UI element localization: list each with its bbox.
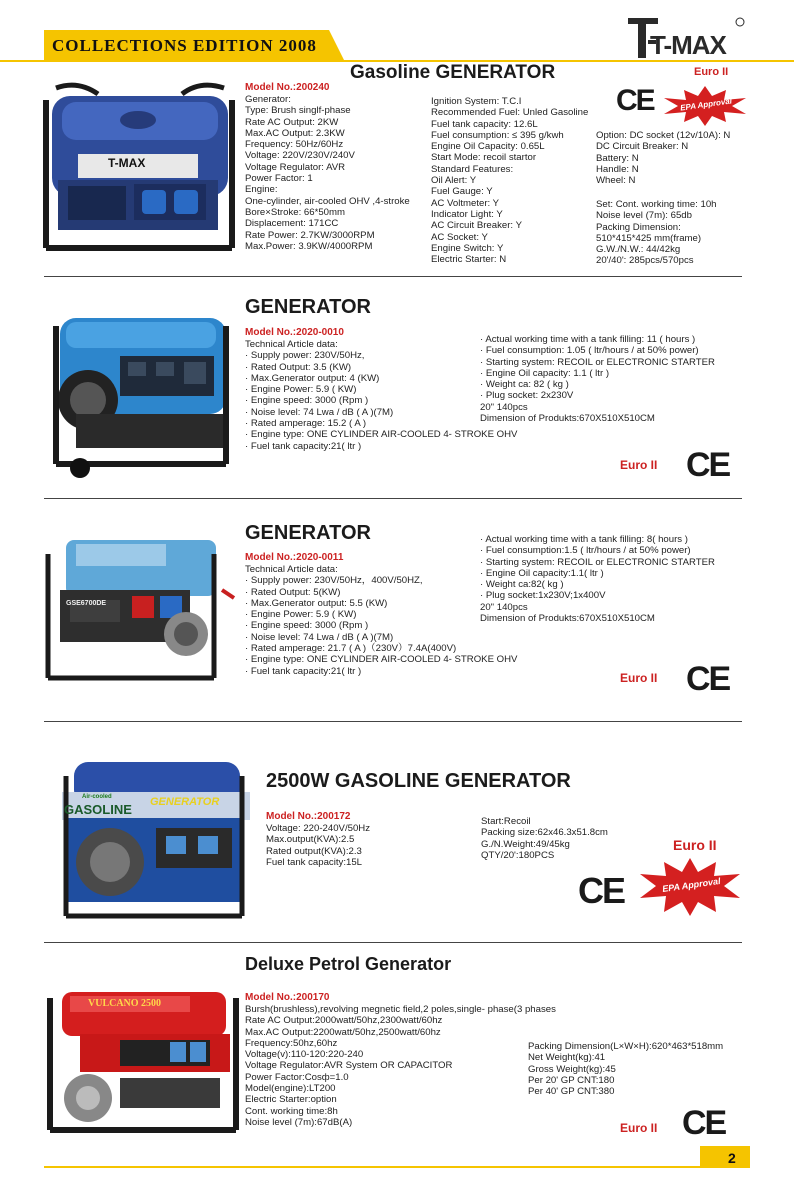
spec-line: · Fuel tank capacity:21( ltr ) [245, 440, 362, 452]
panel-label: GSE6700DE [66, 600, 107, 607]
ce-mark: CE [686, 446, 730, 484]
section-divider [44, 942, 742, 943]
spec-line: · Fuel consumption:1.5 ( ltr/hours / at 50% power) [480, 545, 691, 557]
spec-line: G./N.Weight:49/45kg [481, 838, 570, 850]
collection-banner [44, 30, 344, 60]
logo-wordmark: T-MAX [650, 30, 726, 60]
spec-line: Per 20' GP CNT:180 [528, 1074, 615, 1086]
spec-line: Type: Brush singlf-phase [245, 105, 351, 117]
spec-line: · Engine Power: 5.9 ( KW) [245, 609, 357, 621]
spec-line: G.W./N.W.: 44/42kg [596, 244, 681, 256]
panel-word-gasoline: GASOLINE [64, 802, 132, 817]
epa-approval-badge [638, 858, 742, 916]
spec-line: Dimension of Produkts:670X510X510CM [480, 613, 655, 625]
spec-line: 20" 140pcs [480, 601, 528, 613]
ce-mark: CE [686, 660, 730, 698]
spec-line: Set: Cont. working time: 10h [596, 199, 717, 210]
spec-line: · Actual working time with a tank filling: 11 ( hours ) [480, 334, 696, 345]
spec-list-200240-b [431, 96, 588, 265]
spec-line: Rated output(KVA):2.3 [266, 845, 362, 857]
panel-small-text: Air-cooled [82, 794, 112, 800]
spec-line: Battery: N [596, 152, 639, 164]
tmax-logo [626, 16, 746, 64]
ce-mark: CE [578, 870, 625, 911]
spec-line: · Fuel consumption: 1.05 ( ltr/hours / at 50% power) [480, 345, 699, 357]
spec-line: · Engine speed: 3000 (Rpm ) [245, 620, 369, 632]
model-number-2020-0010: Model No.:2020-0010 [245, 327, 344, 338]
spec-line: Fuel Gauge: Y [431, 186, 493, 198]
spec-line: · Rated Output: 3.5 (KW) [245, 361, 352, 373]
spec-line: Voltage Regulator:AVR System OR CAPACITOR [245, 1060, 453, 1072]
spec-line: Standard Features: [431, 163, 514, 175]
page-number-tab [700, 1146, 750, 1168]
spec-line: · Engine Power: 5.9 ( KW) [245, 384, 357, 396]
spec-line: · Plug socket: 2x230V [480, 390, 574, 402]
product-title-200170: Deluxe Petrol Generator [245, 954, 452, 974]
spec-line: Technical Article data: [245, 564, 338, 575]
spec-list-200240-a [245, 94, 410, 252]
spec-line: Cont. working time:8h [245, 1105, 338, 1117]
spec-line: Packing size:62x46.3x51.8cm [481, 827, 608, 839]
spec-line: · Fuel tank capacity:21( ltr ) [245, 665, 362, 677]
spec-list-200170-a [245, 1004, 556, 1128]
spec-line: · Supply power: 230V/50Hz，400V/50HZ, [245, 575, 423, 587]
spec-line: · Engine speed: 3000 (Rpm ) [245, 395, 369, 407]
spec-line: Recommended Fuel: Unled Gasoline [431, 107, 589, 119]
product-image-2020-0011 [36, 530, 236, 692]
spec-list-2020-0011-b [480, 534, 715, 624]
spec-line: Indicator Light: Y [431, 208, 503, 220]
spec-line: AC Circuit Breaker: Y [431, 220, 522, 232]
model-number-200240: Model No.:200240 [245, 82, 330, 93]
spec-line: Start Mode: recoil startor [431, 152, 537, 164]
spec-line: · Rated amperage: 21.7 ( A )（230V）7.4A(400V) [245, 643, 457, 655]
spec-line: Max.AC Output: 2.3KW [245, 127, 345, 139]
page-number: 2 [728, 1150, 736, 1166]
spec-line: 20" 140pcs [480, 401, 528, 413]
model-number-200170: Model No.:200170 [245, 992, 330, 1003]
spec-line: Voltage(v):110-120:220-240 [245, 1049, 364, 1061]
epa-label: EPA Approval [661, 875, 722, 895]
spec-line: · Rated amperage: 15.2 ( A ) [245, 418, 367, 430]
spec-line: Power Factor:Cosф=1.0 [245, 1071, 349, 1083]
generator-illustration [56, 752, 252, 928]
spec-line: Max.AC Output:2200watt/50hz,2500watt/60hz [245, 1026, 441, 1038]
spec-line: · Engine Oil capacity:1.1( ltr ) [480, 567, 604, 579]
spec-line: · Engine Oil capacity: 1.1 ( ltr ) [480, 367, 610, 379]
spec-line: Noise level (7m): 65db [596, 210, 692, 222]
euro-ii-label: Euro II [620, 1121, 658, 1135]
spec-line: Noise level (7m):67dB(A) [245, 1116, 353, 1128]
spec-line: Voltage: 220-240V/50Hz [266, 823, 371, 834]
spec-line: Displacement: 171CC [245, 218, 339, 230]
spec-line: Rate AC Output: 2KW [245, 116, 339, 128]
spec-list-2020-0011-a [245, 564, 517, 677]
spec-line: Technical Article data: [245, 339, 338, 350]
spec-line: Electric Starter:option [245, 1094, 337, 1106]
spec-list-2020-0010-b [480, 334, 715, 424]
spec-list-200240-c [596, 130, 730, 186]
spec-line: Bursh(brushless),revolving megnetic field,2 poles,single- phase(3 phases [245, 1004, 556, 1015]
spec-line: One-cylinder, air-cooled OHV ,4-stroke [245, 195, 410, 207]
spec-line: Packing Dimension: [596, 221, 681, 233]
spec-line: · Noise level: 74 Lwa / dB ( A )(7M) [245, 406, 394, 418]
product-title-200172: 2500W GASOLINE GENERATOR [266, 770, 571, 792]
spec-line: Voltage: 220V/230V/240V [245, 150, 355, 162]
spec-line: Voltage Regulator: AVR [245, 161, 346, 173]
model-number-2020-0011: Model No.:2020-0011 [245, 552, 344, 563]
euro-ii-label: Euro II [673, 837, 717, 853]
spec-line: · Starting system: RECOIL or ELECTRONIC STARTER [480, 356, 715, 368]
spec-line: AC Socket: Y [431, 231, 488, 243]
product-image-200172 [56, 752, 252, 928]
spec-line: Max.Power: 3.9KW/4000RPM [245, 240, 373, 252]
spec-line: · Engine type: ONE CYLINDER AIR-COOLED 4- STROKE OHV [245, 429, 518, 441]
spec-line: · Engine type: ONE CYLINDER AIR-COOLED 4- STROKE OHV [245, 654, 518, 666]
product-title-2020-0011: GENERATOR [245, 522, 371, 544]
spec-line: Fuel tank capacity:15L [266, 856, 362, 868]
spec-line: Per 40' GP CNT:380 [528, 1086, 615, 1098]
header-euro-label: Euro II [694, 66, 729, 78]
spec-line: Frequency:50hz,60hz [245, 1037, 338, 1049]
spec-line: AC Voltmeter: Y [431, 197, 500, 209]
spec-list-2020-0010-a [245, 339, 517, 452]
spec-line: · Max.Generator output: 5.5 (KW) [245, 597, 388, 609]
spec-line: Net Weight(kg):41 [528, 1052, 606, 1064]
spec-line: · Noise level: 74 Lwa / dB ( A )(7M) [245, 631, 394, 643]
spec-list-200170-b [528, 1041, 723, 1097]
section-divider [44, 721, 742, 722]
spec-line: Option: DC socket (12v/10A): N [596, 130, 731, 141]
spec-line: Electric Starter: N [431, 254, 507, 266]
product-title-2020-0010: GENERATOR [245, 296, 371, 318]
section-divider [44, 276, 742, 277]
spec-line: · Actual working time with a tank filling: 8( hours ) [480, 534, 688, 545]
euro-ii-label: Euro II [620, 458, 658, 472]
euro-ii-label: Euro II [620, 671, 658, 685]
spec-line: Wheel: N [596, 175, 636, 187]
epa-label: EPA Approval [679, 96, 733, 113]
ce-mark: CE [616, 84, 654, 117]
product-image-2020-0010 [36, 300, 242, 480]
spec-line: · Starting system: RECOIL or ELECTRONIC STARTER [480, 556, 715, 568]
spec-list-200172-a [266, 823, 370, 868]
spec-line: DC Circuit Breaker: N [596, 141, 689, 153]
spec-line: Gross Weight(kg):45 [528, 1063, 616, 1075]
spec-line: · Weight ca:82( kg ) [480, 579, 564, 591]
spec-line: Model(engine):LT200 [245, 1083, 336, 1095]
spec-line: Rate AC Output:2000watt/50hz,2300watt/60hz [245, 1015, 443, 1027]
spec-line: 20'/40': 285pcs/570pcs [596, 255, 694, 267]
spec-line: Start:Recoil [481, 816, 531, 827]
spec-line: Bore×Stroke: 66*50mm [245, 206, 345, 218]
product-title-200240: Gasoline GENERATOR [350, 62, 556, 83]
spec-line: · Supply power: 230V/50Hz, [245, 350, 365, 362]
spec-line: · Rated Output: 5(KW) [245, 586, 341, 598]
spec-line: Engine: [245, 184, 278, 196]
footer-rule [44, 1166, 742, 1168]
spec-line: Power Factor: 1 [245, 173, 313, 185]
spec-line: Fuel consumption: ≤ 395 g/kwh [431, 129, 564, 141]
spec-line: QTY/20':180PCS [481, 849, 555, 861]
banner-title: COLLECTIONS EDITION 2008 [52, 36, 317, 55]
generator-illustration [36, 300, 242, 480]
spec-line: · Weight ca: 82 ( kg ) [480, 379, 569, 391]
spec-line: Fuel tank capacity: 12.6L [431, 118, 538, 130]
spec-line: Engine Switch: Y [431, 242, 504, 254]
panel-label: VULCANO 2500 [88, 998, 162, 1009]
spec-line: Engine Oil Capacity: 0.65L [431, 141, 545, 153]
spec-line: Handle: N [596, 163, 639, 175]
panel-logo-text: T-MAX [108, 156, 146, 170]
panel-word-generator: GENERATOR [150, 796, 220, 808]
model-number-200172: Model No.:200172 [266, 811, 351, 822]
section-divider [44, 498, 742, 499]
spec-line: Ignition System: T.C.I [431, 96, 522, 107]
product-image-200240 [38, 80, 240, 258]
epa-approval-badge [662, 86, 748, 126]
generator-illustration [36, 530, 236, 692]
spec-line: Generator: [245, 94, 291, 105]
spec-line: Dimension of Produkts:670X510X510CM [480, 413, 655, 425]
spec-line: Max.output(KVA):2.5 [266, 834, 355, 846]
spec-list-200240-d [596, 199, 717, 267]
spec-line: Oil Alert: Y [431, 175, 477, 187]
spec-line: · Max.Generator output: 4 (KW) [245, 372, 380, 384]
spec-line: Rate Power: 2.7KW/3000RPM [245, 229, 375, 241]
spec-list-200172-b [481, 816, 608, 861]
ce-mark: CE [682, 1104, 726, 1142]
spec-line: Packing Dimension(L×W×H):620*463*518mm [528, 1041, 724, 1052]
product-image-200170 [40, 980, 242, 1140]
spec-line: 510*415*425 mm(frame) [596, 232, 702, 244]
spec-line: · Plug socket:1x230V;1x400V [480, 590, 606, 602]
spec-line: Frequency: 50Hz/60Hz [245, 139, 344, 151]
